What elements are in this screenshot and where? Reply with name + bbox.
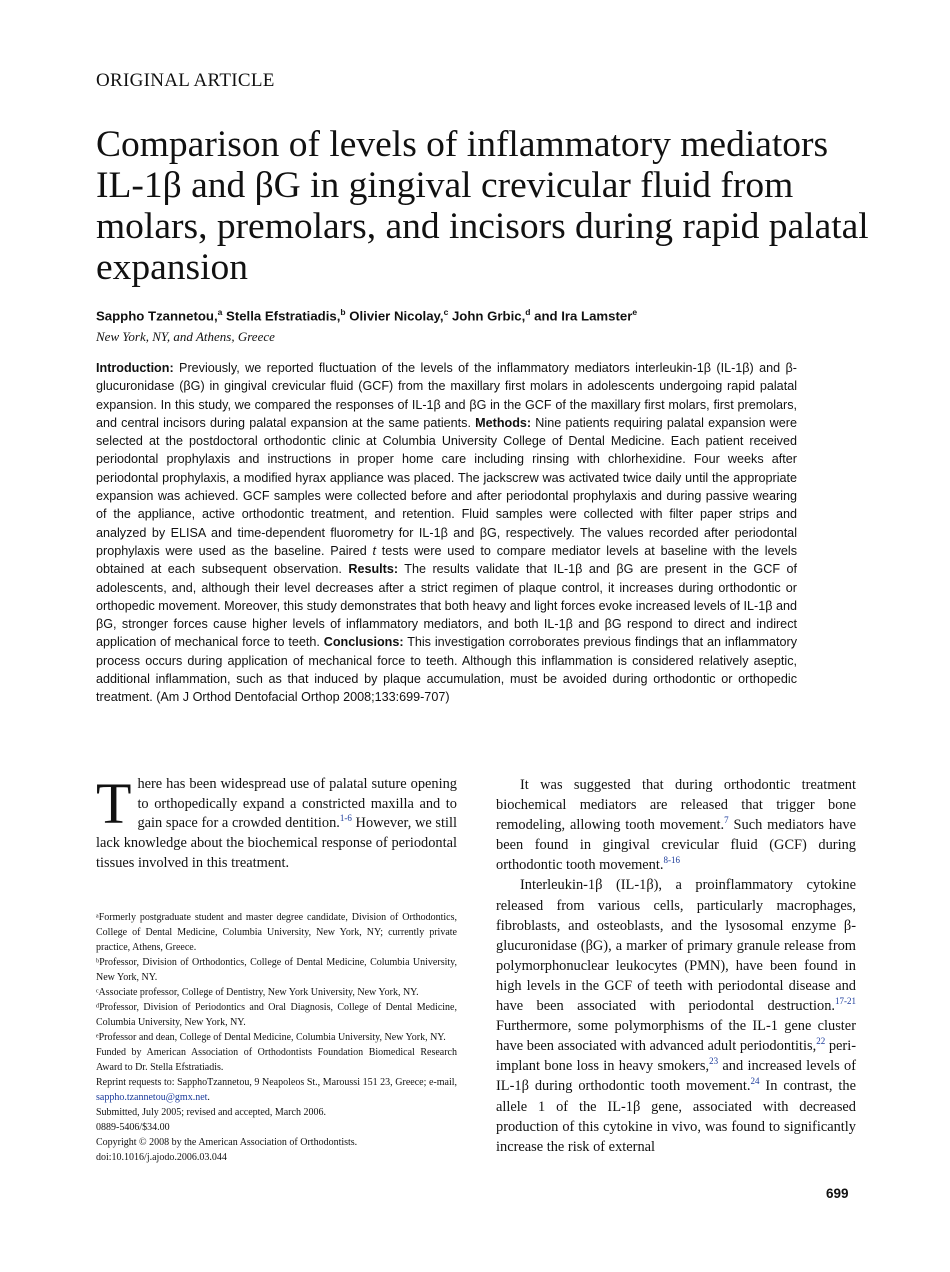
p1-text-b: Such mediators have been found in gingival crevicular fluid (GCF) during orthodontic tooth movement. (496, 817, 856, 874)
author-name: John Grbic, (451, 308, 526, 324)
abstract-conclusions-text: This investigation corroborates previous findings that an inflammatory process occurs during application of mechanical force to teeth. Although this inflammation is considered relatively aseptic, additional inflammation, such as that induced by plaque accumulation, must be avoided during orthodontic or orthopedic treatment. (Am J Orthod Dentofacial Orthop 2008;133:699-707) (96, 635, 798, 705)
drop-cap: T (96, 771, 132, 836)
author-name: Olivier Nicolay, (349, 308, 444, 324)
email-link[interactable]: sappho.tzannetou@gmx.net (96, 1092, 208, 1103)
footnote-reprint (96, 1075, 457, 1105)
body-paragraph-1 (496, 775, 856, 875)
p2-text-b: Furthermore, some polymorphisms of the IL-1 gene cluster have been associated with advanced adult periodontitis, (496, 1018, 856, 1055)
p2-text-c: peri-implant bone loss in heavy smokers, (496, 1038, 857, 1075)
author-affil-mark: a (217, 307, 223, 317)
citation-link[interactable]: 17-21 (835, 996, 856, 1007)
page-number: 699 (826, 1186, 849, 1201)
footnote-b: ᵇProfessor, Division of Orthodontics, College of Dental Medicine, Columbia University, New York, NY. (96, 957, 457, 983)
author-affil-mark: e (632, 307, 638, 317)
abstract-results-text: The results validate that IL-1β and βG are present in the GCF of adolescents, and, although their level decreases after a strict regimen of plaque control, it increases during orthodontic or orthopedic movement. Moreover, this study demonstrates that both heavy and light forces evoke increased levels of IL-1β and βG, stronger forces cause higher levels of inflammatory mediators, and both IL-1β and βG respond to direct and indirect application of mechanical force to teeth. (96, 562, 798, 650)
author-list (96, 307, 637, 323)
intro-text-a: here has been widespread use of palatal suture opening to orthopedically expand a constricted maxilla and to gain space for a crowded dentition. (137, 776, 457, 832)
footnote-price: 0889-5406/$34.00 (96, 1122, 170, 1133)
p2-text-a: Interleukin-1β (IL-1β), a proinflammatory cytokine released from various cells, particularly macrophages, fibroblasts, and osteoblasts, and the lysosomal enzyme β-glucuronidase (βG), a marker of primary granule release from polymorphonuclear leukocytes (PMN), have been found in high levels in the GCF of teeth with periodontal disease and have been associated with periodontal destruction. (496, 877, 856, 1015)
p1-text-a: It was suggested that during orthodontic treatment biochemical mediators are released that trigger bone remodeling, allowing tooth movement. (496, 777, 856, 834)
abstract-methods-label: Methods: (475, 415, 532, 430)
body-column-right (496, 775, 856, 1157)
section-label: ORIGINAL ARTICLE (96, 70, 275, 91)
citation-link[interactable]: 23 (709, 1056, 719, 1067)
abstract (96, 359, 797, 707)
intro-paragraph (96, 771, 457, 874)
author-name: Stella Efstratiadis, (226, 308, 341, 324)
abstract-methods-text-2: tests were used to compare mediator levels at baseline with the levels obtained at each subsequent observation. (96, 543, 797, 577)
footnote-doi: doi:10.1016/j.ajodo.2006.03.044 (96, 1152, 227, 1163)
article-title: Comparison of levels of inflammatory mediators IL-1β and βG in gingival crevicular fluid from molars, premolars, and incisors during rapid palatal expansion (96, 124, 869, 288)
author-name: and Ira Lamster (534, 308, 633, 324)
author-name: Sappho Tzannetou, (96, 308, 218, 324)
citation-link[interactable]: 8-16 (663, 855, 680, 866)
footnote-submitted: Submitted, July 2005; revised and accepted, March 2006. (96, 1107, 326, 1118)
citation-link[interactable]: 7 (724, 815, 729, 826)
footnote-copyright: Copyright © 2008 by the American Association of Orthodontists. (96, 1137, 358, 1148)
reprint-suffix: . (207, 1092, 210, 1103)
footnote-a: ᵃFormerly postgraduate student and master degree candidate, Division of Orthodontics, College of Dental Medicine, Columbia University, New York, NY; currently private practice, Athens, Greece. (96, 912, 457, 953)
abstract-methods-t: t (372, 543, 377, 558)
abstract-intro-text: Previously, we reported fluctuation of the levels of the inflammatory mediators interleukin-1β (IL-1β) and β-glucuronidase (βG) in gingival crevicular fluid (GCF) from the maxillary first molars in adolescents undergoing rapid palatal expansion. In this study, we compared the responses of IL-1β and βG in the GCF of the maxillary first molars, first premolars, and central incisors during palatal expansion at the same patients. (96, 361, 797, 430)
p2-text-d: and increased levels of IL-1β during orthodontic tooth movement. (496, 1058, 857, 1095)
abstract-conclusions-label: Conclusions: (323, 635, 404, 650)
p2-text-e: In contrast, the allele 1 of the IL-1β gene, associated with decreased production of this cytokine in vivo, was found to significantly increase the risk of external (496, 1078, 856, 1155)
citation-link[interactable]: 24 (750, 1076, 760, 1087)
abstract-methods-text: Nine patients requiring palatal expansion were selected at the postdoctoral orthodontic clinic at Columbia University College of Dental Medicine. Each patient received periodontal prophylaxis and instructions in proper home care including rinsing with chlorhexidine. Four weeks after periodontal prophylaxis, a modified hyrax appliance was placed. The jackscrew was activated twice daily until the appropriate expansion was achieved. GCF samples were collected before and after periodontal prophylaxis and during passive wearing of the appliance, active orthodontic treatment, and retention. Fluid samples were collected with filter paper strips and analyzed by ELISA and time-dependent fluorometry for IL-1β and βG, respectively. The values recorded after periodontal prophylaxis were used as the baseline. Paired (96, 415, 797, 558)
footnote-e: ᵉProfessor and dean, College of Dental Medicine, Columbia University, New York, NY. (96, 1032, 446, 1043)
author-affil-mark: d (525, 307, 531, 317)
intro-text-b: However, we still lack knowledge about the biochemical response of periodontal tissues involved in this treatment. (96, 815, 457, 871)
body-column-left (96, 771, 457, 874)
footnote-funding: Funded by American Association of Orthodontists Foundation Biomedical Research Award to Dr. Stella Efstratiadis. (96, 1047, 457, 1073)
citation-link[interactable]: 1-6 (339, 813, 352, 824)
citation-link[interactable]: 22 (816, 1036, 826, 1047)
abstract-results-label: Results: (348, 562, 399, 577)
author-affil-mark: b (340, 307, 346, 317)
footnote-c: ᶜAssociate professor, College of Dentistry, New York University, New York, NY. (96, 987, 419, 998)
body-paragraph-2 (496, 875, 856, 1156)
author-affil-mark: c (443, 307, 449, 317)
footnote-d: ᵈProfessor, Division of Periodontics and Oral Diagnosis, College of Dental Medicine, Columbia University, New York, NY. (96, 1002, 457, 1028)
footnotes (96, 910, 457, 1165)
abstract-intro-label: Introduction: (96, 361, 174, 375)
author-affiliation: New York, NY, and Athens, Greece (96, 329, 275, 344)
reprint-prefix: Reprint requests to: SapphoTzannetou, 9 Neapoleos St., Maroussi 151 23, Greece; e-mail, (96, 1077, 457, 1088)
